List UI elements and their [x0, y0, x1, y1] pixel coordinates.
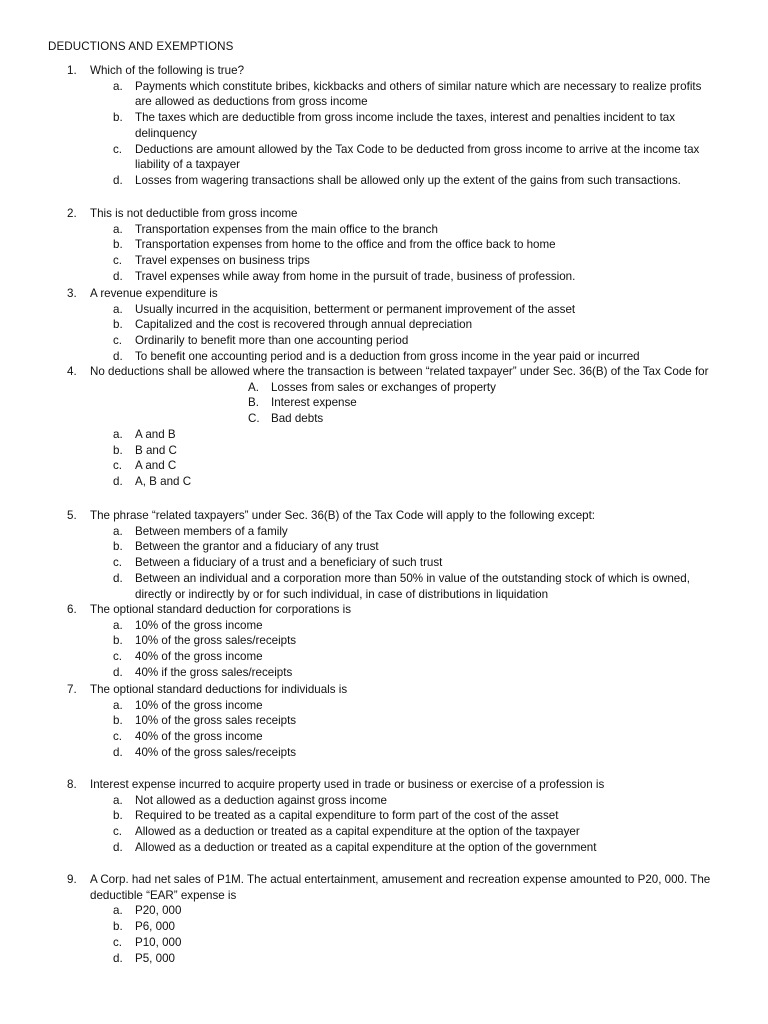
option-letter: d.: [113, 349, 123, 363]
option-text: Travel expenses while away from home in the pursuit of trade, business of profession.: [135, 269, 576, 283]
option-text: P10, 000: [135, 935, 182, 949]
option: [0, 524, 720, 540]
option: [0, 571, 720, 602]
option-text: 40% of the gross income: [135, 650, 263, 664]
option-letter: b.: [113, 238, 123, 252]
option-letter: a.: [113, 904, 123, 918]
option: [0, 903, 720, 919]
option-letter: d.: [113, 951, 123, 965]
option: [0, 665, 720, 681]
option-letter: d.: [113, 665, 123, 679]
option-letter: c.: [113, 825, 123, 839]
option-text: 10% of the gross sales receipts: [135, 714, 297, 728]
question-number: 3.: [67, 287, 77, 300]
question-number: 8.: [67, 778, 77, 791]
option-letter: a.: [113, 427, 123, 441]
question-text: The phrase “related taxpayers” under Sec. 36(B) of the Tax Code will apply to the following except:: [90, 509, 596, 522]
question-number: 1.: [67, 64, 77, 77]
option-letter: c.: [113, 459, 123, 473]
option: [0, 302, 720, 318]
question-stem: [0, 364, 720, 380]
question-stem: [0, 63, 720, 79]
option-text: A and C: [135, 459, 177, 473]
question-stem: [0, 682, 720, 698]
option-letter: a.: [113, 524, 123, 538]
option-text: The taxes which are deductible from gross income include the taxes, interest and penalties incident to tax delinquency: [135, 111, 676, 140]
option-letter: a.: [113, 222, 123, 236]
option: [0, 237, 720, 253]
option: [0, 713, 720, 729]
sub-item: [0, 380, 768, 396]
option: [0, 110, 720, 141]
sub-item-text: Interest expense: [271, 396, 357, 410]
option: [0, 222, 720, 238]
question-text: This is not deductible from gross income: [90, 207, 298, 220]
option-text: Usually incurred in the acquisition, betterment or permanent improvement of the asset: [135, 302, 576, 316]
option-text: Required to be treated as a capital expenditure to form part of the cost of the asset: [135, 809, 559, 823]
option-text: B and C: [135, 443, 177, 457]
option: [0, 474, 720, 490]
option: [0, 349, 720, 365]
question-3: [0, 286, 768, 365]
option-letter: c.: [113, 730, 123, 744]
option-text: P20, 000: [135, 904, 182, 918]
option: [0, 427, 720, 443]
option-letter: a.: [113, 618, 123, 632]
option-letter: d.: [113, 840, 123, 854]
question-number: 4.: [67, 365, 77, 378]
question-number: 6.: [67, 603, 77, 616]
option-letter: b.: [113, 714, 123, 728]
option-text: Capitalized and the cost is recovered through annual depreciation: [135, 318, 473, 332]
option: [0, 729, 720, 745]
question-stem: [0, 508, 720, 524]
question-text: Interest expense incurred to acquire property used in trade or business or exercise of a profession is: [90, 778, 605, 791]
sub-item: [0, 395, 768, 411]
option: [0, 745, 720, 761]
option-text: P5, 000: [135, 951, 175, 965]
option-text: A and B: [135, 427, 176, 441]
sub-item-text: Bad debts: [271, 412, 324, 426]
question-6: [0, 602, 768, 681]
question-2: [0, 206, 768, 285]
option: [0, 951, 720, 967]
option-text: P6, 000: [135, 920, 175, 934]
option: [0, 142, 720, 173]
option-letter: b.: [113, 540, 123, 554]
sub-item: [0, 411, 768, 427]
option-text: 40% of the gross sales/receipts: [135, 745, 297, 759]
option-letter: a.: [113, 302, 123, 316]
option: [0, 317, 720, 333]
option-text: Between an individual and a corporation more than 50% in value of the outstanding stock of which is owned, directly or indirectly by or for such individual, in case of distributions in liquidation: [135, 571, 690, 601]
option-letter: d.: [113, 173, 123, 187]
option-letter: c.: [113, 142, 123, 156]
document-title: DEDUCTIONS AND EXEMPTIONS: [48, 40, 234, 53]
question-text: No deductions shall be allowed where the transaction is between “related taxpayer” under Sec. 36(B) of the Tax Code for: [90, 365, 709, 378]
question-5: [0, 508, 768, 602]
option-text: 40% of the gross income: [135, 730, 263, 744]
option: [0, 824, 720, 840]
question-stem: [0, 206, 720, 222]
question-text: Which of the following is true?: [90, 64, 245, 77]
option-text: To benefit one accounting period and is a deduction from gross income in the year paid or incurred: [135, 349, 640, 363]
option-text: Not allowed as a deduction against gross income: [135, 793, 387, 807]
option-letter: d.: [113, 474, 123, 488]
question-4: [0, 364, 768, 490]
option-letter: d.: [113, 571, 123, 585]
option: [0, 443, 720, 459]
sub-item-letter: B.: [248, 396, 259, 410]
option: [0, 698, 720, 714]
option: [0, 808, 720, 824]
option: [0, 333, 720, 349]
question-stem: [0, 602, 720, 618]
option: [0, 269, 720, 285]
question-number: 5.: [67, 509, 77, 522]
option-text: Deductions are amount allowed by the Tax Code to be deducted from gross income to arrive at the income tax liability of a taxpayer: [135, 142, 700, 172]
question-number: 9.: [67, 873, 77, 886]
option-text: Transportation expenses from home to the office and from the office back to home: [135, 238, 556, 252]
sub-item-text: Losses from sales or exchanges of property: [271, 380, 496, 394]
option-text: 10% of the gross income: [135, 618, 263, 632]
option-text: Ordinarily to benefit more than one accounting period: [135, 334, 409, 348]
option-letter: b.: [113, 318, 123, 332]
option-letter: b.: [113, 920, 123, 934]
question-number: 2.: [67, 207, 77, 220]
option-letter: b.: [113, 443, 123, 457]
option-letter: c.: [113, 254, 123, 268]
option-text: Between members of a family: [135, 524, 288, 538]
question-stem: [0, 872, 720, 903]
question-text: A Corp. had net sales of P1M. The actual entertainment, amusement and recreation expense amounted to P20, 000. The deductible “EAR” expense is: [90, 873, 711, 902]
option: [0, 555, 720, 571]
option: [0, 539, 720, 555]
option-text: Allowed as a deduction or treated as a capital expenditure at the option of the taxpayer: [135, 825, 580, 839]
option-text: Transportation expenses from the main office to the branch: [135, 222, 438, 236]
option: [0, 840, 720, 856]
option: [0, 253, 720, 269]
option: [0, 919, 720, 935]
option: [0, 793, 720, 809]
option-letter: c.: [113, 650, 123, 664]
option-text: Losses from wagering transactions shall be allowed only up the extent of the gains from such transactions.: [135, 173, 681, 187]
option: [0, 935, 720, 951]
question-7: [0, 682, 768, 761]
option-letter: b.: [113, 809, 123, 823]
question-1: [0, 63, 768, 189]
option: [0, 618, 720, 634]
option-letter: a.: [113, 698, 123, 712]
question-text: The optional standard deduction for corporations is: [90, 603, 352, 616]
question-text: The optional standard deductions for individuals is: [90, 683, 348, 696]
option-text: Allowed as a deduction or treated as a capital expenditure at the option of the government: [135, 840, 597, 854]
sub-item-letter: A.: [248, 380, 259, 394]
option-letter: c.: [113, 334, 123, 348]
option-text: Between a fiduciary of a trust and a beneficiary of such trust: [135, 556, 443, 570]
sub-item-letter: C.: [248, 412, 260, 426]
option-text: 40% if the gross sales/receipts: [135, 665, 293, 679]
option-text: 10% of the gross income: [135, 698, 263, 712]
question-number: 7.: [67, 683, 77, 696]
option: [0, 173, 720, 189]
option: [0, 79, 720, 110]
option-letter: d.: [113, 745, 123, 759]
option-letter: d.: [113, 269, 123, 283]
option-letter: b.: [113, 634, 123, 648]
option-letter: b.: [113, 111, 123, 125]
question-text: A revenue expenditure is: [90, 287, 218, 300]
option-text: 10% of the gross sales/receipts: [135, 634, 297, 648]
option-text: Payments which constitute bribes, kickbacks and others of similar nature which are necessary to realize profits are allowed as deductions from gross income: [135, 79, 702, 109]
option-text: Travel expenses on business trips: [135, 254, 310, 268]
option: [0, 458, 720, 474]
question-8: [0, 777, 768, 856]
option: [0, 649, 720, 665]
question-stem: [0, 286, 720, 302]
option-letter: a.: [113, 79, 123, 93]
option: [0, 633, 720, 649]
option-text: A, B and C: [135, 474, 192, 488]
option-letter: c.: [113, 935, 123, 949]
question-stem: [0, 777, 720, 793]
option-letter: a.: [113, 793, 123, 807]
question-9: [0, 872, 768, 966]
option-letter: c.: [113, 556, 123, 570]
option-text: Between the grantor and a fiduciary of any trust: [135, 540, 379, 554]
